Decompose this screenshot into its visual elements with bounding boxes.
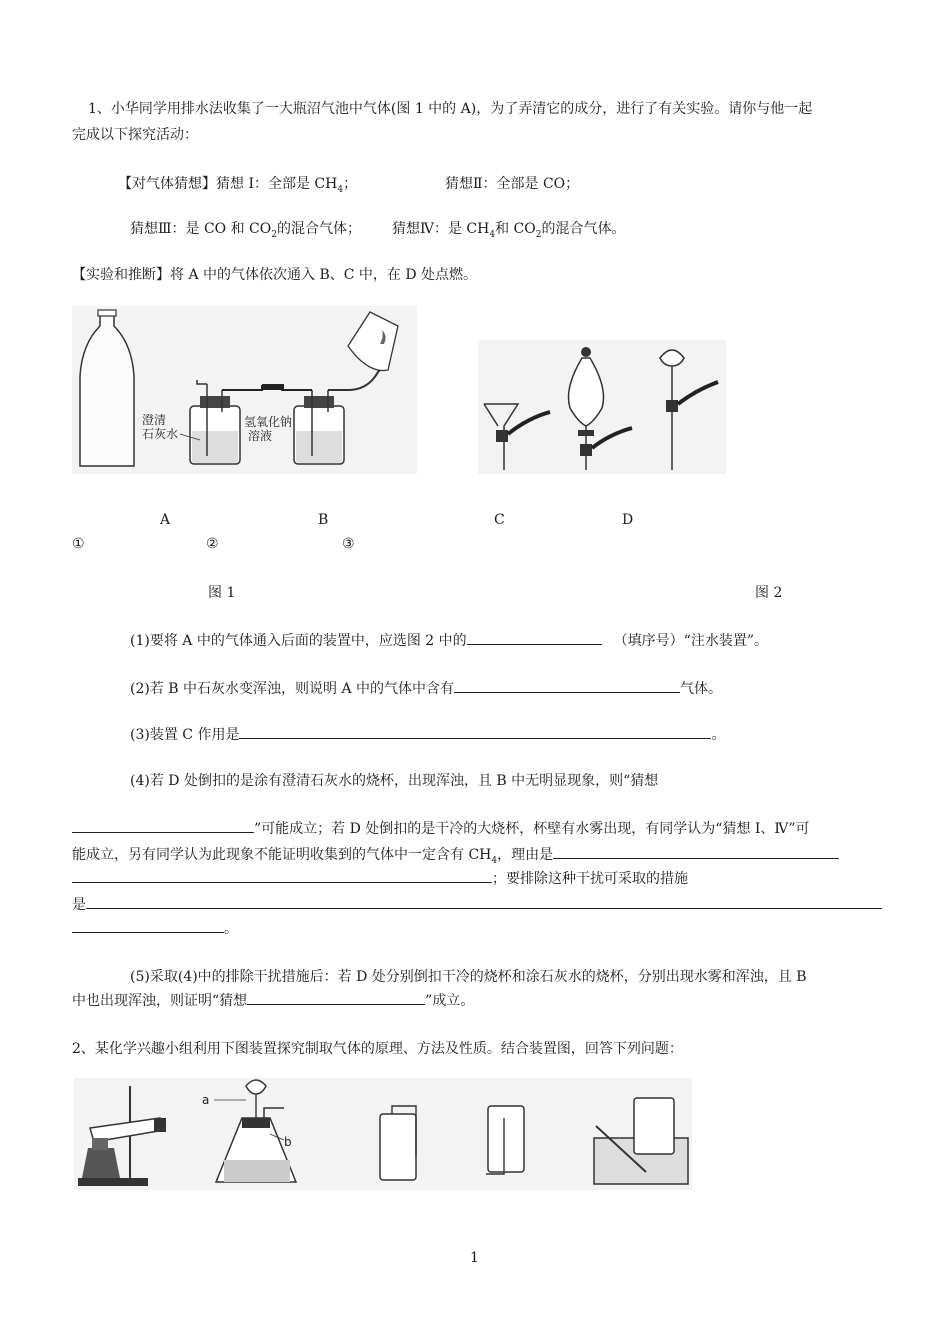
figure-1-caption: 图 1 (208, 585, 236, 601)
answer-blank-4e[interactable] (72, 918, 224, 933)
letter-a: A (160, 512, 171, 528)
q2-intro: 2、某化学兴趣小组利用下图装置探究制取气体的原理、方法及性质。结合装置图，回答下列问题： (72, 1041, 683, 1057)
answer-blank-3[interactable] (239, 724, 711, 739)
answer-blank-4c[interactable] (72, 868, 492, 883)
subq-3: (3)装置 C 作用是 。 (130, 724, 725, 744)
letter-b: B (318, 512, 329, 528)
subq-4-line3: 能成立，另有同学认为此现象不能证明收集到的气体中一定含有 $CH_4$，理由是 (72, 844, 839, 866)
subq-2: (2)若 B 中石灰水变浑浊，则说明 A 中的气体中含有 气体。 (130, 678, 722, 698)
label-naoh-2: 溶液 (248, 429, 273, 443)
guess-1: 【对气体猜想】猜想 I：全部是 $CH_4$； (118, 176, 358, 195)
q1-intro-line1: 1、小华同学用排水法收集了一大瓶沼气池中气体(图 1 中的 A)，为了弄清它的成分，进行了有关实验。请你与他一起 (88, 101, 813, 117)
subq-4-line6: 。 (72, 918, 238, 938)
subq-4-line1: (4)若 D 处倒扣的是涂有澄清石灰水的烧杯，出现浑浊，且 B 中无明显现象，则“猜想 (130, 773, 659, 789)
figure-2-injection-devices (478, 340, 726, 474)
guess-3: 猜想Ⅲ：是 CO 和 $CO_2$的混合气体； (130, 221, 361, 240)
page-number: 1 (470, 1250, 479, 1266)
figure-1-apparatus (72, 306, 417, 474)
label-b: b (284, 1135, 292, 1149)
answer-blank-4b[interactable] (553, 844, 839, 859)
figure-2-caption: 图 2 (755, 585, 783, 601)
label-a: a (202, 1093, 210, 1107)
subq-1: (1)要将 A 中的气体通入后面的装置中，应选图 2 中的 （填序号）“注水装置”。 (130, 630, 768, 650)
label-naoh-1: 氢氧化钠 (244, 415, 293, 429)
experiment-text: 【实验和推断】将 A 中的气体依次通入 B、C 中，在 D 处点燃。 (72, 267, 478, 283)
answer-blank-2[interactable] (454, 678, 680, 693)
circle-1: ① (72, 536, 85, 552)
subq-4-line4: ；要排除这种干扰可采取的措施 (72, 868, 688, 888)
circle-3: ③ (342, 536, 355, 552)
subq-5-line2: 中也出现浑浊，则证明“猜想 ”成立。 (72, 990, 474, 1010)
label-limewater-1: 澄清 (142, 413, 167, 427)
letter-c: C (494, 512, 505, 528)
figure-q2-apparatus (74, 1078, 692, 1190)
guess-4: 猜想Ⅳ：是 $CH_4$和 $CO_2$的混合气体。 (392, 221, 626, 240)
letter-d: D (622, 512, 634, 528)
guess-2: 猜想Ⅱ：全部是 CO； (445, 176, 580, 192)
answer-blank-4d[interactable] (86, 894, 882, 909)
subq-4-line5: 是 (72, 894, 882, 914)
subq-5-line1: (5)采取(4)中的排除干扰措施后：若 D 处分别倒扣干冷的烧杯和涂石灰水的烧杯，分别出现水雾和浑浊，且 B (130, 969, 807, 985)
answer-blank-1[interactable] (467, 630, 602, 645)
answer-blank-5[interactable] (247, 990, 425, 1005)
answer-blank-4a[interactable] (72, 818, 254, 833)
label-limewater-2: 石灰水 (142, 427, 179, 441)
q1-intro-line2: 完成以下探究活动： (72, 127, 198, 143)
subq-4-line2: ”可能成立；若 D 处倒扣的是干冷的大烧杯，杯壁有水雾出现，有同学认为“猜想 I、Ⅳ”可 (72, 818, 810, 838)
circle-2: ② (206, 536, 219, 552)
